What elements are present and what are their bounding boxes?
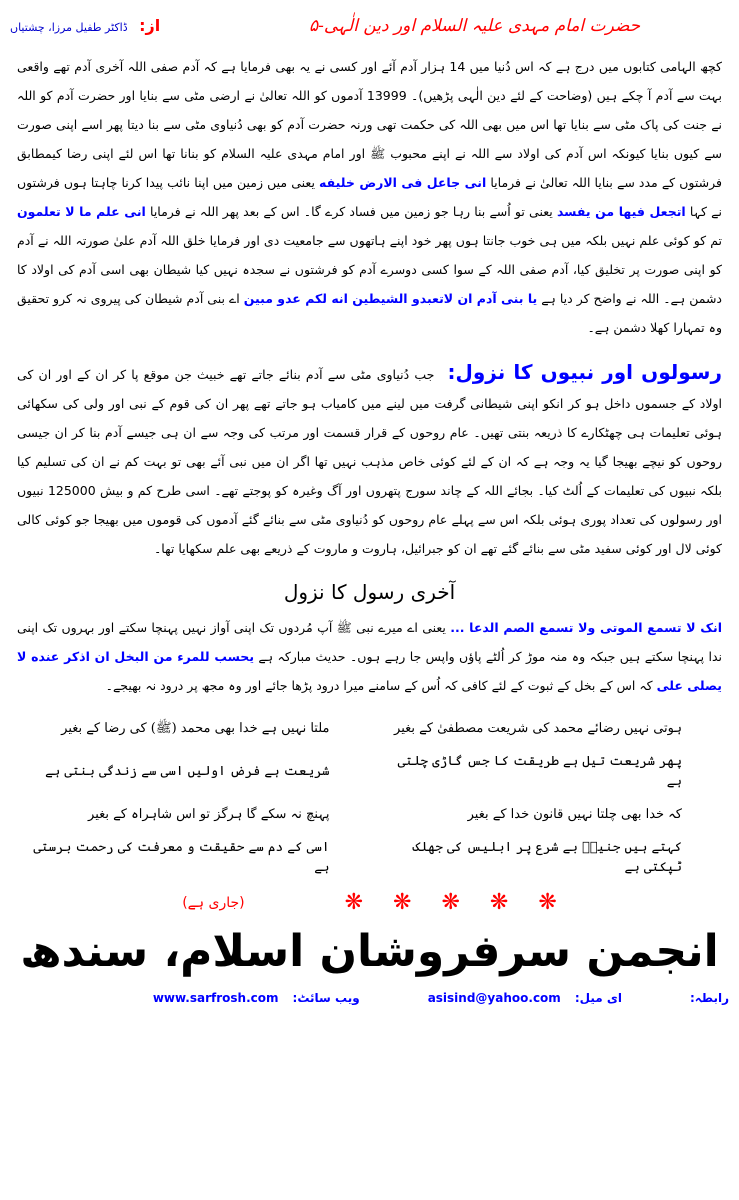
contact-label: رابطہ: <box>689 991 729 1005</box>
poem-verse-first: اسی کے دم سے حقیقت و معرفت کی رحمت برستی ہے <box>33 840 330 875</box>
paragraph-text: کہ اس کے بخل کے ثبوت کے لئے کافی کہ اُس کے سامنے میرا درود پڑھا جائے اور وہ مجھ پر درود نہ بھیجے۔ <box>105 678 657 693</box>
floral-ornament-icon: ❋ <box>489 890 509 915</box>
prophets-section <box>17 358 722 563</box>
poem-verse-second: کہتے ہیں جنیدؒ بے شرع پر ابلیس کی جھلک ٹپکتی ہے <box>412 840 682 875</box>
last-prophet-heading: آخری رسول کا نزول <box>283 580 456 604</box>
author-prefix: از: <box>139 15 161 35</box>
last-prophet-paragraph <box>17 613 722 700</box>
poem-verse-first: شریعت ہے فرض اولیں اسی سے زندگی بنتی ہے <box>45 764 330 779</box>
section-body: جب دُنیاوی مٹی سے آدم بنائے جاتے تھے خبیث جن موقع پا کر ان کے اور ان کی اولاد کے جسموں داخل ہو کر انکو اپنی شیطانی گرفت میں لینے میں کامیاب ہو جاتے تھے پھر ان کی قوم کے نبی اور ولی کی سکھائی ہوئی تعلیمات ہی چھٹکارے کا ذریعہ بنتی تھیں۔ عام روحوں کے قرار قسمت اور مرتب کی وجہ سے ان ہی جیسے آدم بنا کر ان جیسی روحوں کو نیچے بھیجا گیا یہ وجہ ہے کہ ان کے لئے کوئی خاص مذہب نہیں تھا اگر ان میں نبی آئے بھی تو بہت کم نے ان کی تسلیم کیا بلکہ نبیوں کی تعلیمات کے اُلٹ کیا۔ بجائے اللہ کے چاند سورج پتھروں اور آگ وغیرہ کو پوجتے تھے۔ اسی طرح کم و بیش 125000 نبیوں اور رسولوں کی تعداد پوری ہوئی بلکہ اس سے پہلے عام روحوں کو دُنیاوی مٹی سے بنائے گئے آدموں کی قوموں میں بھیجا جو کوئی کالی کوئی لال اور کوئی سفید مٹی سے بنائے گئے تھے ان کو جبرائیل، ہاروت و ماروت کے ذریعے بھی علم سکھایا تھا۔ <box>17 367 722 556</box>
quran-quote: انی جاعل فی الارض خلیفه <box>319 175 487 190</box>
ornament-row <box>0 888 739 918</box>
floral-ornament-icon: ❋ <box>393 890 412 915</box>
poem-verse-first: پہنچ نہ سکے گا ہرگز تو اس شاہراہ کے بغیر <box>88 807 330 822</box>
website-link[interactable]: www.sarfrosh.com <box>152 991 279 1005</box>
intro-paragraph <box>17 52 722 342</box>
intro-text: تم کو کوئی علم نہیں بلکہ میں ہی خوب جانتا ہوں پھر خود اپنے ہاتھوں سے جامعیت دی اور فرمایا خلق اللہ آدم علیٰ صورتہ اللہ نے آدم کو اپنی صورت پر تخلیق کیا، آدم صفی اللہ کے سوا کسی دوسرے آدم کو فرشتوں نے سجدہ نہیں کیا شیطان بھی اسی آدم کی اولاد کا دشمن ہے۔ اللہ نے واضح کر دیا ہے <box>17 233 722 306</box>
intro-text: کچھ الہامی کتابوں میں درج ہے کہ اس دُنیا میں 14 ہزار آدم آئے اور کسی نے یہ بھی فرمایا ہے کہ آدم صفی اللہ آخری آدم تھے واقعی بہت سے آدم آ چکے ہیں (وضاحت کے لئے دین الٰہی پڑھیں)۔ 13999 آدموں کو اللہ تعالیٰ نے ارضی مٹی سے بنایا اور حضرت آدم کو اللہ نے جنت کی پاک مٹی سے بنایا تھا اس میں بھی اللہ کی حکمت تھی ورنہ حضرت آدم کو بھی دُنیاوی مٹی سے بنا دیتا پھر اسے اپنی صورت سے کیوں بنایا کیونکہ اس آدم کی اولاد سے اللہ نے اپنے محبوب ﷺ اور امام مہدی علیہ السلام کو بنانا تھا اس لئے اپنی رضا کیمطابق فرشتوں کے مدد سے بنایا اللہ تعالیٰ نے فرمایا <box>17 59 722 190</box>
continued-label: (جاری ہے) <box>182 895 245 911</box>
header <box>0 8 739 42</box>
website-label: ویب سائٹ: <box>292 991 360 1005</box>
floral-ornament-icon: ❋ <box>538 890 557 915</box>
page-title: حضرت امام مہدی علیہ السلام اور دین الٰہی-۵ <box>309 15 641 36</box>
email-label: ای میل: <box>574 991 622 1005</box>
organization-name: انجمن سرفروشان اسلام، سندھ <box>20 926 719 977</box>
quran-quote: انک لا تسمع الموتی ولا تسمع الصم الدعا ... <box>450 620 723 635</box>
author-line <box>10 16 160 35</box>
hadith-quote: یحسب للمرء من البخل ان اذکر عنده لا یصلی علی <box>17 649 722 693</box>
quran-quote: یا بنی آدم ان لاتعبدو الشیطین انه لکم عدو مبین <box>243 291 538 306</box>
intro-text: یعنی میں زمین میں اپنا نائب پیدا کرنا چاہتا ہوں فرشتوں نے کہا <box>17 175 722 219</box>
contact-bar <box>0 988 739 1008</box>
intro-text: یعنی تو اُسے بنا رہا جو زمین میں فساد کرے گا۔ اس کے بعد پھر اللہ نے فرمایا <box>145 204 557 219</box>
poem-row <box>17 796 722 834</box>
poem-verse-second: ہوتی نہیں رضائے محمد کی شریعت مصطفیٰ کے بغیر <box>394 721 682 736</box>
paragraph-text: یعنی اے میرے نبی ﷺ آپ مُردوں تک اپنی آواز نہیں پہنچا سکتے اور بہروں تک اپنی ندا پہنچا سکتے ہیں جبکہ وہ منہ موڑ کر اُلٹے پاؤں واپس جا رہے ہوں۔ حدیث مبارکہ ہے <box>17 620 722 664</box>
poem-verse-second: کہ خدا بھی چلتا نہیں قانون خدا کے بغیر <box>467 807 682 822</box>
intro-text: اے بنی آدم شیطان کی پیروی نہ کرو تحقیق وہ تمہارا کھلا دشمن ہے۔ <box>17 291 722 335</box>
poem-row <box>17 748 722 796</box>
poem-verse-first: ملتا نہیں ہے خدا بھی محمد (ﷺ) کی رضا کے بغیر <box>61 721 330 736</box>
floral-ornament-icon: ❋ <box>441 890 460 915</box>
quran-quote: انی علم ما لا تعلمون <box>17 204 146 219</box>
poem-verse-second: پھر شریعت تیل ہے طریقت کا جس گاڑی چلتی ہے <box>397 754 682 789</box>
floral-ornament-icon: ❋ <box>344 890 364 915</box>
poem <box>17 710 722 882</box>
section-heading: رسولوں اور نبیوں کا نزول: <box>447 360 722 384</box>
quran-quote: اتجعل فیها من یفسد <box>556 204 686 219</box>
poem-row <box>17 834 722 882</box>
author-name: ڈاکٹر طفیل مرزا، چشتیاں <box>10 20 128 34</box>
poem-row <box>17 710 722 748</box>
email-link[interactable]: asisind@yahoo.com <box>427 991 561 1005</box>
